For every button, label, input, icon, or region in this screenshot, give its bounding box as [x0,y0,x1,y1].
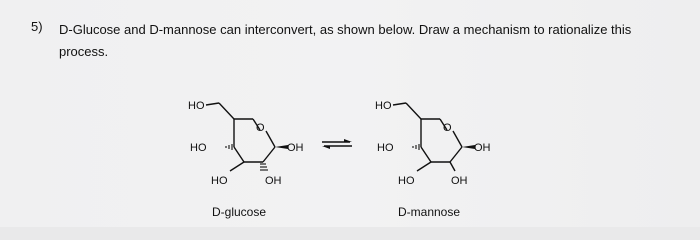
mannose-bond-c2-oh [450,162,455,171]
glucose-name: D-glucose [212,205,267,219]
problem-number: 5) [31,19,43,34]
glucose-bond-c3-c4 [234,147,244,162]
mannose-c1-oh-label: OH [474,142,491,154]
mannose-bond-c3-oh [417,162,431,171]
mannose-name: D-mannose [398,205,461,219]
mannose-bond-c3-c4 [421,147,431,162]
mannose-c2-oh-label: OH [451,175,468,187]
mannose-bond-c1-c2 [450,147,462,162]
glucose-c3-oh-label: HO [211,175,228,187]
glucose-bond-c3-oh [230,162,244,171]
glucose-bond-c1-c2 [263,147,275,162]
question-text: D-Glucose and D-mannose can interconvert, as shown below. Draw a mechanism to rationalize this process. [59,22,632,59]
mannose-bond-c6 [406,103,421,119]
mannose-ring-oxygen: O [443,122,452,134]
mannose-bond-ch2oh [393,103,406,105]
glucose-c1-oh-label: OH [287,142,304,154]
glucose-c4-oh-label: HO [190,142,207,154]
mannose-c4-oh-label: HO [377,142,394,154]
glucose-structure [188,100,304,219]
mannose-bond-o-right [453,131,462,147]
mannose-structure [375,100,491,219]
glucose-ring-oxygen: O [256,122,265,134]
glucose-ch2oh-label: HO [188,100,205,112]
glucose-c2-oh-label: OH [265,175,282,187]
glucose-bond-ch2oh [206,103,219,105]
mannose-ch2oh-label: HO [375,100,392,112]
glucose-bond-c6 [219,103,234,119]
equilibrium-arrow [322,139,352,149]
mannose-c3-oh-label: HO [398,175,415,187]
glucose-bond-o-right [266,131,275,147]
